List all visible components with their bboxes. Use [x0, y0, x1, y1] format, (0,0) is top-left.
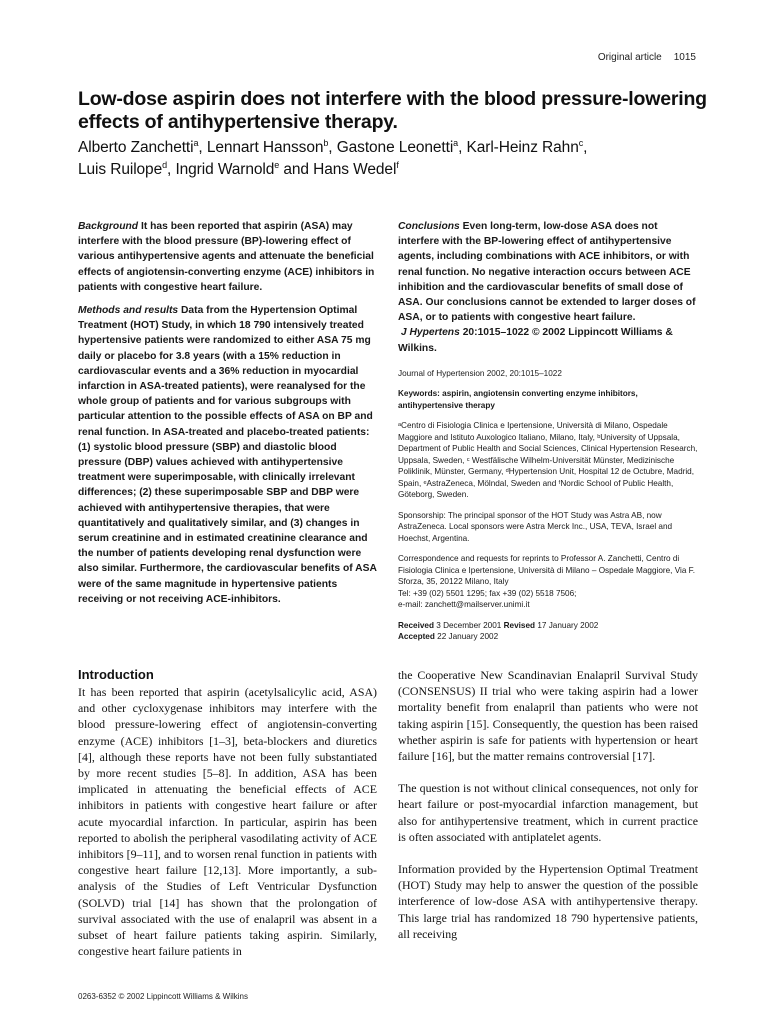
author[interactable]: Hans Wedel$^f$	[313, 159, 399, 178]
abstract-conclusions: Conclusions Even long-term, low-dose ASA does not interfere with the BP-lowering effect of antihypertensive agents, including combinations with ACE inhibitors, or with renal function. No negative interaction occurs between ACE inhibition and the cardiovascular benefits of small dose of ASA. Our conclusions cannot be extended to larger doses of ASA, or to patients with congestive heart failure. J Hypertens 20:1015–1022 © 2002 Lippincott Williams & Wilkins.	[398, 221, 696, 354]
sponsorship: Sponsorship: The principal sponsor of the HOT Study was Astra AB, now AstraZeneca. Local sponsors were Astra Merck Inc., USA, TEVA, Israel and Hoechst, Argentina.	[398, 510, 673, 543]
running-header	[598, 52, 696, 63]
section-label: Original article	[597, 52, 662, 63]
correspondence: Correspondence and requests for reprints to Professor A. Zanchetti, Centro di Fisiologia Clinica e Ipertensione, Università di Milano – Ospedale Maggiore, Via F. Sforza, 35, 20122 Milano, Italy Tel: +39 (02) 5501 1295; fax +39 (02) 5518 7506; e-mail: zanchett@mailserver.unimi.it	[398, 554, 696, 610]
author-list: Alberto Zanchetti$^a$, Lennart Hansson$^b$, Gastone Leonetti$^a$, Karl-Heinz Rahn$^c$, Luis Ruilope$^d$, Ingrid Warnold$^e$ and Hans Wedel$^f$	[78, 137, 588, 178]
author[interactable]: Karl-Heinz Rahn$^c$	[466, 137, 584, 156]
author[interactable]: Lennart Hansson$^b$	[206, 137, 329, 156]
author[interactable]: Gastone Leonetti$^a$	[336, 137, 459, 156]
email-link[interactable]: e-mail: zanchett@mailserver.unimi.it	[398, 600, 530, 610]
page-number: 1015	[673, 52, 696, 63]
affiliations: ᵃCentro di Fisiologia Clinica e Ipertensione, Università di Milano, Ospedale Maggiore and Istituto Auxologico Italiano, Milano, Italy, ᵇUniversity of Uppsala, Department of Public Health and Social Sciences, Clinical Hypertension Research, Uppsala, Sweden, ᶜ Westfälische Wilhelm-Universität Münster, Medizinische Poliklinik, Münster, Germany, ᵈHypertension Unit, Hospital 12 de Octubre, Madrid, Spain, ᵉAstraZeneca, Mölndal, Sweden and ᶠNordic School of Public Health, Göteborg, Sweden.	[398, 421, 698, 500]
intro-left-column	[78, 684, 377, 975]
abstract-left	[78, 219, 378, 615]
author[interactable]: Luis Ruilope$^d$	[78, 159, 168, 178]
article-title: Low-dose aspirin does not interfere with the blood pressure-lowering effects of antihypertensive therapy.	[78, 88, 707, 133]
abstract-background: Background It has been reported that aspirin (ASA) may interfere with the blood pressure (BP)-lowering effect of various antihypertensive agents and attenuate the beneficial effects of angiotensin-converting enzyme (ACE) inhibitors in patients with congestive heart failure.	[78, 221, 375, 293]
article-meta	[398, 368, 698, 643]
dates: Received 3 December 2001 Revised 17 January 2002 Accepted 22 January 2002	[398, 620, 599, 642]
keywords: Keywords: aspirin, angiotensin converting enzyme inhibitors, antihypertensive therapy	[398, 389, 638, 410]
intro-paragraph: It has been reported that aspirin (acetylsalicylic acid, ASA) and other cycloxygenase inhibitors may interfere with the blood pressure-lowering effect of angiotensin-converting enzyme (ACE) inhibitors [1–3], beta-blockers and diuretics [4], although these reports have not been fully substantiated by more recent studies [5–8]. In addition, ASA has been implicated in attenuating the beneficial effects of ACE inhibitors in patients with congestive heart failure or after acute myocardial infarction. In particular, aspirin has been reported to abolish the peripheral vasodilating activity of ACE inhibitors [9–11], and to worsen renal function in patients with congestive heart failure [12,13]. More importantly, a sub-analysis of the Studies of Left Ventricular Dysfunction (SOLVD) trial [14] has shown that the prolongation of survival associated with the use of enalapril was absent in a subset of heart failure patients taking aspirin. Similarly, congestive heart failure patients in	[78, 685, 377, 959]
intro-paragraph: The question is not without clinical consequences, not only for heart failure or post-myocardial infarction management, but also for antihypertensive treatment, which in current practice is often associated with antiplatelet agents.	[398, 781, 698, 844]
author[interactable]: Alberto Zanchetti$^a$	[78, 137, 199, 156]
journal-line: Journal of Hypertension 2002, 20:1015–1022	[398, 368, 562, 378]
author[interactable]: Ingrid Warnold$^e$	[175, 159, 280, 178]
copyright-footer: 0263-6352 © 2002 Lippincott Williams & Wilkins	[78, 992, 248, 1001]
abstract-methods: Methods and results Data from the Hypertension Optimal Treatment (HOT) Study, in which 18 790 intensively treated hypertensive patients were randomized to either ASA 75 mg daily or placebo for 3.8 years (with a 15% reduction in cardiovascular events and a 36% reduction in myocardial infarction in ASA-treated patients), were reanalysed for the whole group of patients and for various subgroups with particular attention to the possible effects of ASA on BP and renal function. In ASA-treated and placebo-treated patients: (1) systolic blood pressure (SBP) and diastolic blood pressure (DBP) values achieved with antihypertensive treatment were superimposable, with clinically irrelevant differences; (2) these superimposable SBP and DBP were achieved with antihypertensive therapies, that were quantitatively and qualitatively similar, and (3) changes in serum creatinine and in estimated creatinine clearance and the number of patients developing renal dysfunction were also similar. Furthermore, the cardiovascular benefits of ASA were of the same magnitude in hypertensive patients receiving or not receiving ACE-inhibitors.	[78, 305, 377, 605]
abstract-right	[398, 219, 698, 652]
introduction-heading: Introduction	[78, 667, 154, 682]
intro-paragraph: the Cooperative New Scandinavian Enalapril Survival Study (CONSENSUS) II trial who were taking aspirin had a lower mortality benefit from enalapril than patients who were not taking aspirin [15]. Consequently, the question has been raised whether aspirin is safe for patients with hypertension or heart failure [16], but the matter remains controversial [17].	[398, 668, 698, 764]
citation-journal: J Hypertens	[400, 327, 460, 339]
intro-right-column	[398, 667, 698, 958]
intro-paragraph: Information provided by the Hypertension Optimal Treatment (HOT) Study may help to answer the question of the possible interference of low-dose ASA with antihypertensive therapy. This large trial has randomized 18 790 hypertensive patients, all receiving	[398, 862, 698, 941]
